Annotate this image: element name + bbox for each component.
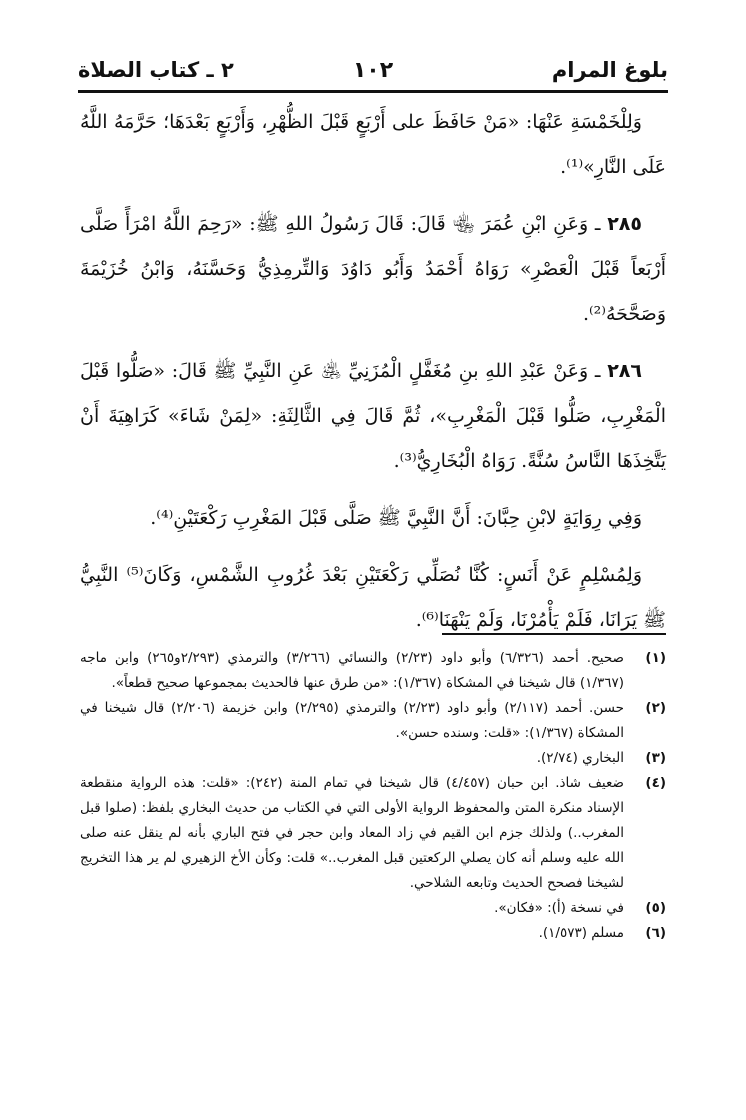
footnote-item bbox=[80, 746, 666, 771]
footnote-number: (٦) bbox=[645, 925, 666, 941]
footnote-number: (٣) bbox=[645, 750, 666, 766]
book-title: بلوغ المرام bbox=[551, 58, 668, 82]
footnote-text: ضعيف شاذ. ابن حبان (٤/٤٥٧) قال شيخنا في تمام المنة (٢٤٢): «قلت: هذه الرواية منقطعة الإسناد منكرة المتن والمحفوظ الرواية الأولى التي في الكتاب من حديث البخاري بلفظ: (صلوا قبل المغرب..) ولذلك جزم ابن القيم في زاد المعاد وابن حجر في فتح الباري بأنه لم ينقل عنه صلى الله عليه وسلم أنه كان يصلي الركعتين قبل المغرب..» قلت: وكأن الأخ الزهيري لم ير هذا التخريج لشيخنا فصحح الحديث وتابعه الشلاحي. bbox=[80, 775, 624, 891]
footnote-number: (١) bbox=[645, 650, 666, 666]
paragraph-ibn-hibban: وَفِي رِوَايَةٍ لابْنِ حِبَّانَ: أَنَّ النَّبِيَّ ﷺ صَلَّى قَبْلَ المَغْرِبِ رَكْعَتَيْنِ⁽⁴⁾. bbox=[150, 507, 642, 529]
footnote-item bbox=[80, 696, 666, 746]
footnotes bbox=[80, 646, 666, 946]
paragraph-muslim: وَلِمُسْلِمٍ عَنْ أَنَسٍ: كُنَّا نُصَلِّي رَكْعَتَيْنِ بَعْدَ غُرُوبِ الشَّمْسِ، وَكَانَ⁽⁵⁾ النَّبِيُّ ﷺ يَرَانَا، فَلَمْ يَأْمُرْنَا، وَلَمْ يَنْهَنَا⁽⁶⁾. bbox=[80, 564, 666, 631]
main-text bbox=[80, 100, 666, 655]
paragraph-khamsa: وَلِلْخَمْسَةِ عَنْهَا: «مَنْ حَافَظَ على أَرْبَعٍ قَبْلَ الظُّهْرِ، وَأَرْبَعٍ بَعْدَهَا؛ حَرَّمَهُ اللَّهُ عَلَى النَّارِ»⁽¹⁾. bbox=[80, 111, 666, 178]
footnote-rule bbox=[442, 633, 666, 635]
footnote-item bbox=[80, 646, 666, 696]
footnote-text: في نسخة (أ): «فكان». bbox=[494, 900, 624, 916]
footnote-number: (٤) bbox=[645, 775, 666, 791]
header-rule bbox=[78, 90, 668, 93]
footnote-text: البخاري (٢/٧٤). bbox=[536, 750, 624, 766]
footnote-number: (٥) bbox=[645, 900, 666, 916]
footnote-item bbox=[80, 921, 666, 946]
hadith-number: ٢٨٥ bbox=[607, 213, 642, 235]
hadith-number: ٢٨٦ bbox=[607, 360, 642, 382]
hadith-285 bbox=[80, 202, 666, 337]
footnote-item bbox=[80, 896, 666, 921]
footnote-text: صحيح. أحمد (٦/٣٢٦) وأبو داود (٢/٢٣) والنسائي (٣/٢٦٦) والترمذي (٢/٢٩٣و٢٦٥) وابن ماجه (١/٣٦٧) قال شيخنا في المشكاة (١/٣٦٧): «من طرق عنها فالحديث بمجموعها صحيح قطعاً». bbox=[80, 650, 625, 691]
footnote-text: حسن. أحمد (٢/١١٧) وأبو داود (٢/٢٣) والترمذي (٢/٢٩٥) وابن خزيمة (٢/٢٠٦) قال شيخنا في المشكاة (١/٣٦٧): «قلت: وسنده حسن». bbox=[80, 700, 625, 741]
hadith-text: ـ وَعَنْ عَبْدِ اللهِ بنِ مُغَفَّلٍ الْمُزَنِيِّ ﵁ عَنِ النَّبِيِّ ﷺ قَالَ: «صَلُّوا قَبْلَ الْمَغْرِبِ، صَلُّوا قَبْلَ الْمَغْرِبِ»، ثُمَّ قَالَ فِي الثَّالِثَةِ: «لِمَنْ شَاءَ» كَرَاهِيَةَ أَنْ يَتَّخِذَهَا النَّاسُ سُنَّةً. رَوَاهُ الْبُخَارِيُّ⁽³⁾. bbox=[80, 360, 666, 472]
page-number: ١٠٢ bbox=[352, 58, 394, 83]
hadith-text: ـ وَعَنِ ابْنِ عُمَرَ ﵄ قَالَ: قَالَ رَسُولُ اللهِ ﷺ: «رَحِمَ اللَّهُ امْرَأً صَلَّى أَرْبَعاً قَبْلَ الْعَصْرِ» رَوَاهُ أَحْمَدُ وَأَبُو دَاوُدَ وَالتِّرمِذِيُّ وَحَسَّنَهُ، وَابْنُ خُزَيْمَةَ وَصَحَّحَهُ⁽²⁾. bbox=[80, 213, 666, 325]
footnote-number: (٢) bbox=[645, 700, 666, 716]
chapter-title: ٢ ـ كتاب الصلاة bbox=[78, 58, 234, 82]
hadith-286 bbox=[80, 349, 666, 484]
footnote-text: مسلم (١/٥٧٣). bbox=[538, 925, 624, 941]
footnote-item bbox=[80, 771, 666, 896]
running-header bbox=[78, 52, 668, 92]
